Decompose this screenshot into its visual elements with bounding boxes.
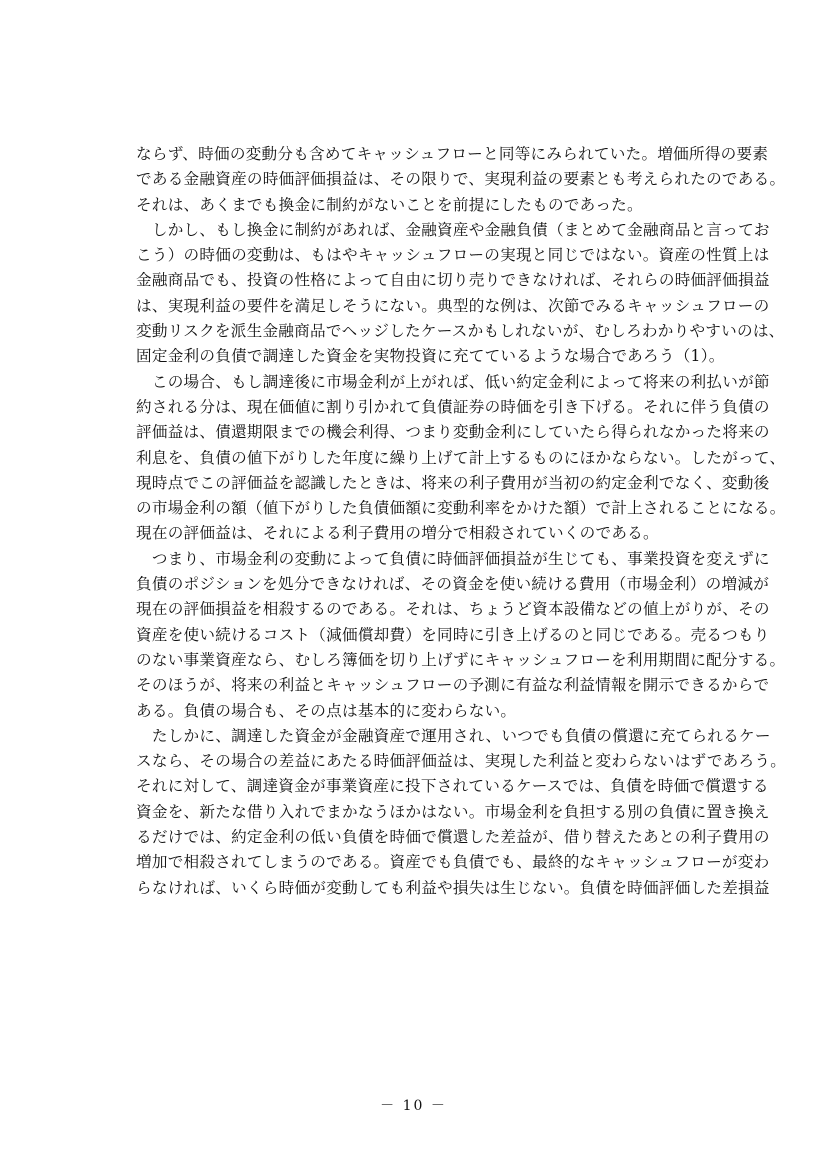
text-line: のない事業資産なら、むしろ簿価を切り上げずにキャッシュフローを利用期間に配分する。 [136,650,786,669]
text-line: るだけでは、約定金利の低い負債を時価で償還した差益が、借り替えたあとの利子費用の [136,828,770,847]
text-line: 現時点でこの評価益を認識したときは、将来の利子費用が当初の約定金利でなく、変動後 [136,473,770,492]
text-line: スなら、その場合の差益にあたる時価評価益は、実現した利益と変わらないはずであろう。 [136,752,787,771]
text-line: たしかに、調達した資金が金融資産で運用され、いつでも負債の償還に充てられるケー [136,726,771,745]
body-text [136,142,787,901]
text-line: ならず、時価の変動分も含めてキャッシュフローと同等にみられていた。増価所得の要素 [136,145,769,163]
text-line: の市場金利の額（値下がりした負債価額に変動利率をかけた額）で計上されることになる。 [136,499,786,518]
text-line: 現在の評価損益を相殺するのである。それは、ちょうど資本設備などの値上がりが、その [136,600,770,619]
text-line: 約される分は、現在価値に割り引かれて負債証券の時価を引き下げる。それに伴う負債の [136,397,770,416]
text-line: 資産を使い続けるコスト（減価償却費）を同時に引き上げるのと同じである。売るつもり [136,625,770,644]
text-line: つまり、市場金利の変動によって負債に時価評価損益が生じても、事業投資を変えずに [136,549,770,568]
page-number: － 10 － [380,1098,447,1114]
text-line: である金融資産の時価評価損益は、その限りで、実現利益の要素とも考えられたのである。 [136,170,786,189]
text-line: こう）の時価の変動は、もはやキャッシュフローの実現と同じではない。資産の性質上は [136,246,770,265]
text-line: 現在の評価益は、それによる利子費用の増分で相殺されていくのである。 [136,524,659,543]
text-line: 変動リスクを派生金融商品でヘッジしたケースかもしれないが、むしろわかりやすいのは、 [136,322,785,341]
text-line: この場合、もし調達後に市場金利が上がれば、低い約定金利によって将来の利払いが節 [136,372,770,391]
text-line: 利息を、負債の値下がりした年度に繰り上げて計上するものにほかならない。したがって、 [136,448,786,467]
text-line: そのほうが、将来の利益とキャッシュフローの予測に有益な利益情報を開示できるからで [136,676,770,695]
text-line: ある。負債の場合も、その点は基本的に変わらない。 [136,701,517,720]
text-line: 資金を、新たな借り入れでまかなうほかはない。市場金利を負担する別の負債に置き換え [136,802,770,821]
text-line: 金融商品でも、投資の性格によって自由に切り売りできなければ、それらの時価評価損益 [136,271,770,290]
text-line: それは、あくまでも換金に制約がないことを前提にしたものであった。 [136,195,643,214]
text-line: らなければ、いくら時価が変動しても利益や損失は生じない。負債を時価評価した差損益 [136,878,770,897]
text-line: 負債のポジションを処分できなければ、その資金を使い続ける費用（市場金利）の増減が [136,575,770,594]
text-line: それに対して、調達資金が事業資産に投下されているケースでは、負債を時価で償還する [136,777,769,796]
text-line: しかし、もし換金に制約があれば、金融資産や金融負債（まとめて金融商品と言ってお [136,220,770,239]
text-line: 増加で相殺されてしまうのである。資産でも負債でも、最終的なキャッシュフローが変わ [136,853,770,872]
text-line: 固定金利の負債で調達した資金を実物投資に充てているような場合であろう（1）。 [136,347,725,366]
text-line: 評価益は、債還期限までの機会利得、つまり変動金利にしていたら得られなかった将来の [136,423,770,442]
text-line: は、実現利益の要件を満足しそうにない。典型的な例は、次節でみるキャッシュフローの [136,296,770,315]
